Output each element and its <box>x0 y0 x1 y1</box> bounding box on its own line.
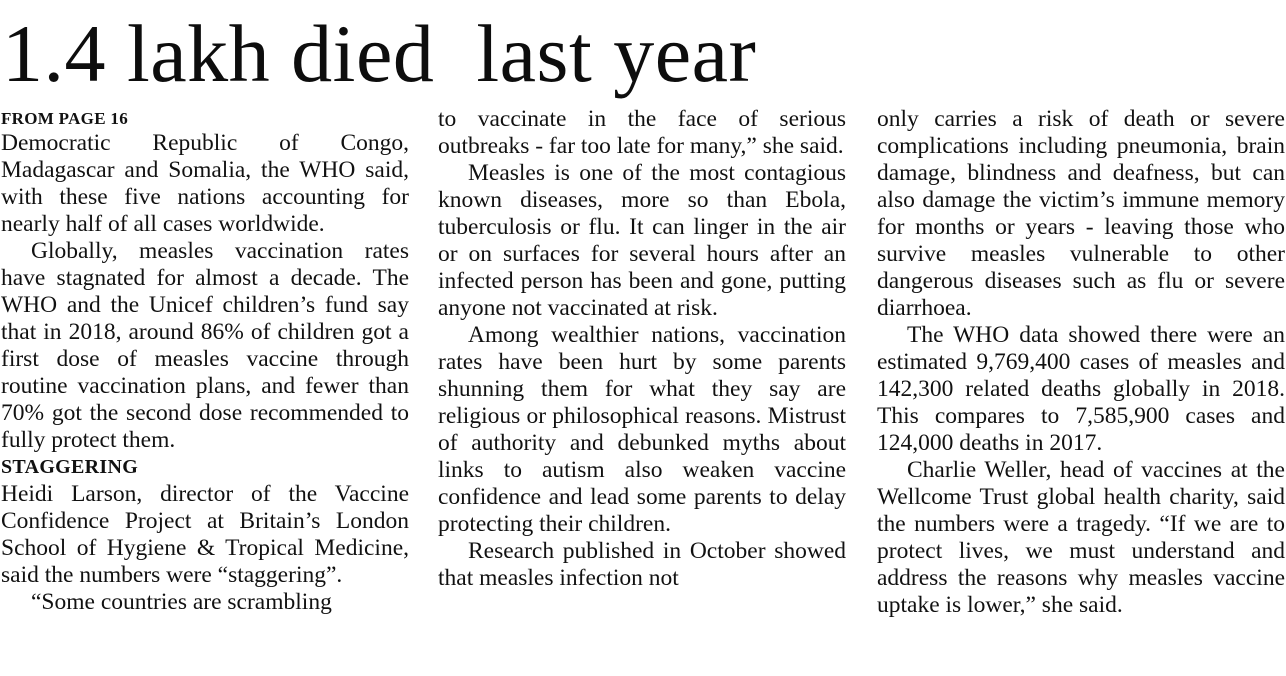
paragraph: only carries a risk of death or severe complications including pneumonia, brain damage, blindness and deafness, but can also damage the victim’s immune memory for months or years - leaving those who survive measles vulnerable to other dangerous diseases such as flu or severe diarrhoea. <box>877 106 1285 321</box>
subhead: STAGGERING <box>1 456 139 478</box>
paragraph: Among wealthier nations, vaccination rates have been hurt by some parents shunning them for what they say are religious or philosophical reasons. Mistrust of authority and debunked myths about links to autism also weaken vaccine confidence and lead some parents to delay protecting their children. <box>438 322 846 537</box>
paragraph: Heidi Larson, director of the Vaccine Confidence Project at Britain’s London School of Hygiene & Tropical Medicine, said the numbers were “staggering”. <box>1 481 409 588</box>
article-column-3 <box>877 106 1285 619</box>
article-column-1 <box>1 106 409 616</box>
paragraph: Measles is one of the most contagious known diseases, more so than Ebola, tuberculosis or flu. It can linger in the air or on surfaces for several hours after an infected person has been and gone, putting anyone not vaccinated at risk. <box>438 160 846 321</box>
article-column-2 <box>438 106 846 592</box>
headline: 1.4 lakh died last year <box>2 8 757 99</box>
paragraph: Research published in October showed that measles infection not <box>438 538 846 591</box>
paragraph: The WHO data showed there were an estimated 9,769,400 cases of measles and 142,300 related deaths globally in 2018. This compares to 7,585,900 cases and 124,000 deaths in 2017. <box>877 322 1285 456</box>
paragraph: “Some countries are scrambling <box>31 589 332 615</box>
paragraph: Democratic Republic of Congo, Madagascar and Somalia, the WHO said, with these five nations accounting for nearly half of all cases worldwide. <box>1 130 409 237</box>
paragraph: Charlie Weller, head of vaccines at the Wellcome Trust global health charity, said the numbers were a tragedy. “If we are to protect lives, we must understand and address the reasons why measles vaccine uptake is lower,” she said. <box>877 457 1285 618</box>
jump-label: FROM PAGE 16 <box>1 109 128 128</box>
paragraph: Globally, measles vaccination rates have stagnated for almost a decade. The WHO and the Unicef children’s fund say that in 2018, around 86% of children got a first dose of measles vaccine through routine vaccination plans, and fewer than 70% got the second dose recommended to fully protect them. <box>1 238 409 453</box>
paragraph: to vaccinate in the face of serious outbreaks - far too late for many,” she said. <box>438 106 846 159</box>
